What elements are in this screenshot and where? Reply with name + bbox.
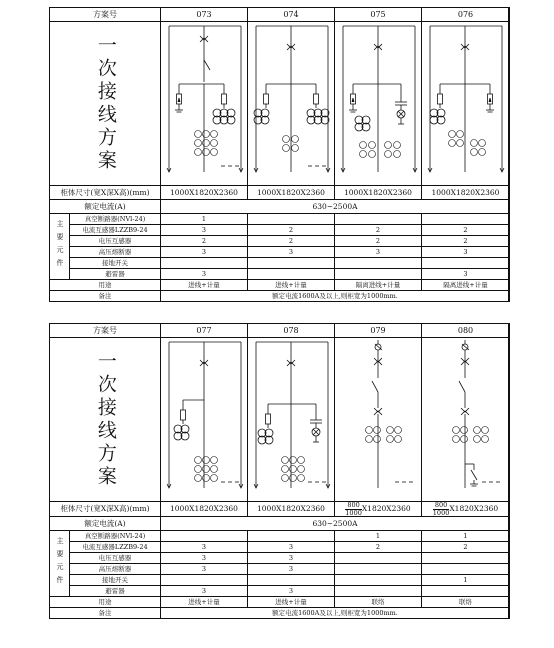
usage-label: 用途 <box>50 597 161 608</box>
cell: 2 <box>248 236 335 247</box>
earth-switch-label: 接地开关 <box>70 575 161 586</box>
rated-current-value: 630~2500A <box>161 517 510 531</box>
earth-switch-label: 接地开关 <box>70 258 161 269</box>
cell <box>335 564 422 575</box>
remark-label: 备注 <box>50 291 161 302</box>
remark-value: 额定电流1600A及以上,则柜宽为1000mm. <box>161 608 510 619</box>
size-label: 柜体尺寸(宽X深X高)(mm) <box>50 186 161 200</box>
cell: 3 <box>422 247 510 258</box>
cell: 3 <box>161 225 248 236</box>
size-label: 柜体尺寸(宽X深X高)(mm) <box>50 502 161 517</box>
main-components-label: 主要元件 <box>50 531 70 597</box>
cell: 3 <box>248 564 335 575</box>
size-value: $\frac{800}{1000}$ X1820X2360 <box>335 502 422 517</box>
cell <box>335 586 422 597</box>
fuse-label: 高压熔断器 <box>70 564 161 575</box>
ct-label: 电流互感器LZZB9-24 <box>70 542 161 553</box>
usage-value: 联络 <box>422 597 510 608</box>
cell <box>335 553 422 564</box>
cell <box>248 258 335 269</box>
cell: 3 <box>248 247 335 258</box>
diagram-075 <box>335 22 422 186</box>
cell <box>248 214 335 225</box>
scheme-number: 073 <box>161 8 248 22</box>
cell <box>248 531 335 542</box>
cell <box>422 258 510 269</box>
cell <box>335 575 422 586</box>
wiring-scheme-label-cell <box>50 338 161 502</box>
size-value: 1000X1820X2360 <box>161 502 248 517</box>
diagram-073 <box>161 22 248 186</box>
cell: 2 <box>335 542 422 553</box>
cell: 2 <box>335 236 422 247</box>
cell: 1 <box>335 531 422 542</box>
cell: 1 <box>422 531 510 542</box>
usage-value: 进线+计量 <box>248 280 335 291</box>
wiring-scheme-label: 一次接线方案 <box>94 350 117 489</box>
cell: 2 <box>335 225 422 236</box>
cell <box>161 575 248 586</box>
scheme-number: 074 <box>248 8 335 22</box>
wiring-scheme-label-cell <box>50 22 161 186</box>
scheme-number: 078 <box>248 324 335 338</box>
size-value: 1000X1820X2360 <box>422 186 510 200</box>
scheme-number: 079 <box>335 324 422 338</box>
vt-label: 电压互感器 <box>70 553 161 564</box>
vacuum-breaker-label: 真空断路器(NVl-24) <box>70 531 161 542</box>
cell: 3 <box>335 247 422 258</box>
cell: 2 <box>422 236 510 247</box>
cell <box>161 258 248 269</box>
cell: 3 <box>161 247 248 258</box>
size-value: 1000X1820X2360 <box>335 186 422 200</box>
cell: 1 <box>161 214 248 225</box>
scheme-table-2 <box>49 323 509 619</box>
cell: 2 <box>422 225 510 236</box>
usage-value: 联络 <box>335 597 422 608</box>
usage-label: 用途 <box>50 280 161 291</box>
cell: 3 <box>248 586 335 597</box>
scheme-number: 077 <box>161 324 248 338</box>
cell: 3 <box>161 586 248 597</box>
remark-label: 备注 <box>50 608 161 619</box>
cell <box>422 564 510 575</box>
fuse-label: 高压熔断器 <box>70 247 161 258</box>
cell <box>422 214 510 225</box>
diagram-079 <box>335 338 422 502</box>
diagram-078 <box>248 338 335 502</box>
ct-label: 电流互感器LZZB9-24 <box>70 225 161 236</box>
vt-label: 电压互感器 <box>70 236 161 247</box>
cell: 3 <box>161 564 248 575</box>
diagram-080 <box>422 338 510 502</box>
diagram-076 <box>422 22 510 186</box>
usage-value: 进线+计量 <box>161 597 248 608</box>
scheme-table-1 <box>49 7 509 302</box>
usage-value: 隔离进线+计量 <box>422 280 510 291</box>
scheme-number: 075 <box>335 8 422 22</box>
diagram-074 <box>248 22 335 186</box>
cell <box>335 258 422 269</box>
cell <box>335 269 422 280</box>
cell <box>248 269 335 280</box>
cell: 2 <box>248 225 335 236</box>
cell <box>422 553 510 564</box>
cell: 2 <box>161 236 248 247</box>
usage-value: 进线+计量 <box>161 280 248 291</box>
scheme-number: 076 <box>422 8 510 22</box>
scheme-number: 080 <box>422 324 510 338</box>
cell: 3 <box>422 269 510 280</box>
size-value: 1000X1820X2360 <box>161 186 248 200</box>
arrester-label: 避雷器 <box>70 269 161 280</box>
wiring-scheme-label: 一次接线方案 <box>94 34 117 173</box>
cell <box>422 586 510 597</box>
rated-current-label: 额定电流(A) <box>50 517 161 531</box>
cell: 2 <box>422 542 510 553</box>
cell: 3 <box>248 553 335 564</box>
size-value: 1000X1820X2360 <box>248 502 335 517</box>
vacuum-breaker-label: 真空断路器(NVl-24) <box>70 214 161 225</box>
arrester-label: 避雷器 <box>70 586 161 597</box>
cell <box>161 531 248 542</box>
rated-current-label: 额定电流(A) <box>50 200 161 214</box>
cell <box>248 575 335 586</box>
cell: 3 <box>161 542 248 553</box>
cell: 3 <box>161 553 248 564</box>
usage-value: 隔离进线+计量 <box>335 280 422 291</box>
cell: 3 <box>161 269 248 280</box>
size-value: 1000X1820X2360 <box>248 186 335 200</box>
cell: 3 <box>248 542 335 553</box>
cell: 1 <box>422 575 510 586</box>
usage-value: 进线+计量 <box>248 597 335 608</box>
main-components-label: 主要元件 <box>50 214 70 280</box>
scheme-header-label: 方案号 <box>50 324 161 338</box>
size-value: $\frac{800}{1000}$ X1820X2360 <box>422 502 510 517</box>
remark-value: 额定电流1600A及以上,则柜宽为1000mm. <box>161 291 510 302</box>
rated-current-value: 630~2500A <box>161 200 510 214</box>
cell <box>335 214 422 225</box>
diagram-077 <box>161 338 248 502</box>
scheme-header-label: 方案号 <box>50 8 161 22</box>
